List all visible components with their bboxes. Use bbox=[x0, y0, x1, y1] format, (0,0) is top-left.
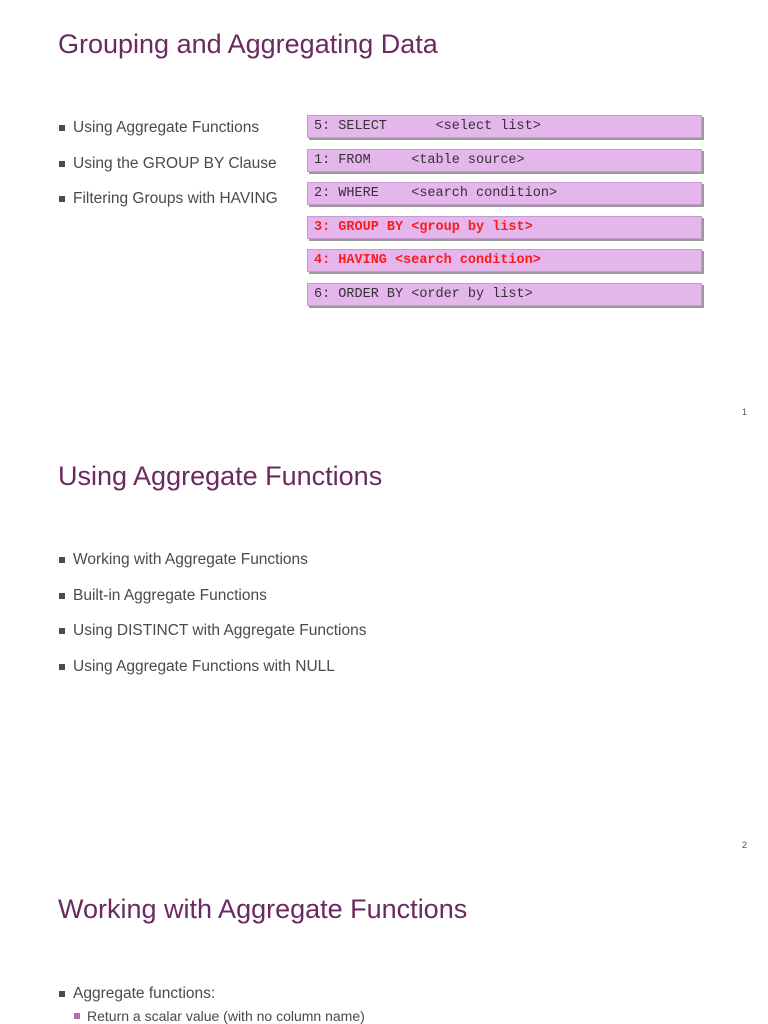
sql-group-by-clause: 3: GROUP BY <group by list> bbox=[307, 216, 702, 239]
bullet-item: Using Aggregate Functions bbox=[58, 119, 278, 155]
slide-1 bbox=[0, 0, 768, 433]
sql-clause-order-diagram bbox=[307, 115, 702, 316]
bullet-list bbox=[58, 985, 215, 1007]
bullet-list bbox=[58, 119, 278, 226]
sql-where-clause: 2: WHERE <search condition> bbox=[307, 182, 702, 205]
sub-bullet-item: Return a scalar value (with no column name) bbox=[74, 1008, 365, 1024]
page-number: 2 bbox=[741, 840, 747, 850]
bullet-item: Aggregate functions: bbox=[58, 985, 215, 1007]
page-number: 1 bbox=[741, 407, 747, 417]
slide-3 bbox=[0, 866, 768, 1024]
sub-bullet-list bbox=[74, 1008, 365, 1024]
sql-select-clause: 5: SELECT <select list> bbox=[307, 115, 702, 138]
bullet-item: Built-in Aggregate Functions bbox=[58, 587, 366, 623]
bullet-item: Using Aggregate Functions with NULL bbox=[58, 658, 366, 694]
slide-title: Using Aggregate Functions bbox=[58, 461, 383, 491]
sql-from-clause: 1: FROM <table source> bbox=[307, 149, 702, 172]
sql-order-by-clause: 6: ORDER BY <order by list> bbox=[307, 283, 702, 306]
slide-title: Working with Aggregate Functions bbox=[58, 894, 468, 924]
slide-2 bbox=[0, 433, 768, 866]
bullet-item: Using the GROUP BY Clause bbox=[58, 155, 278, 191]
sql-having-clause: 4: HAVING <search condition> bbox=[307, 249, 702, 272]
slide-title: Grouping and Aggregating Data bbox=[58, 29, 438, 59]
bullet-list bbox=[58, 551, 366, 693]
bullet-item: Using DISTINCT with Aggregate Functions bbox=[58, 622, 366, 658]
bullet-item: Filtering Groups with HAVING bbox=[58, 190, 278, 226]
bullet-item: Working with Aggregate Functions bbox=[58, 551, 366, 587]
